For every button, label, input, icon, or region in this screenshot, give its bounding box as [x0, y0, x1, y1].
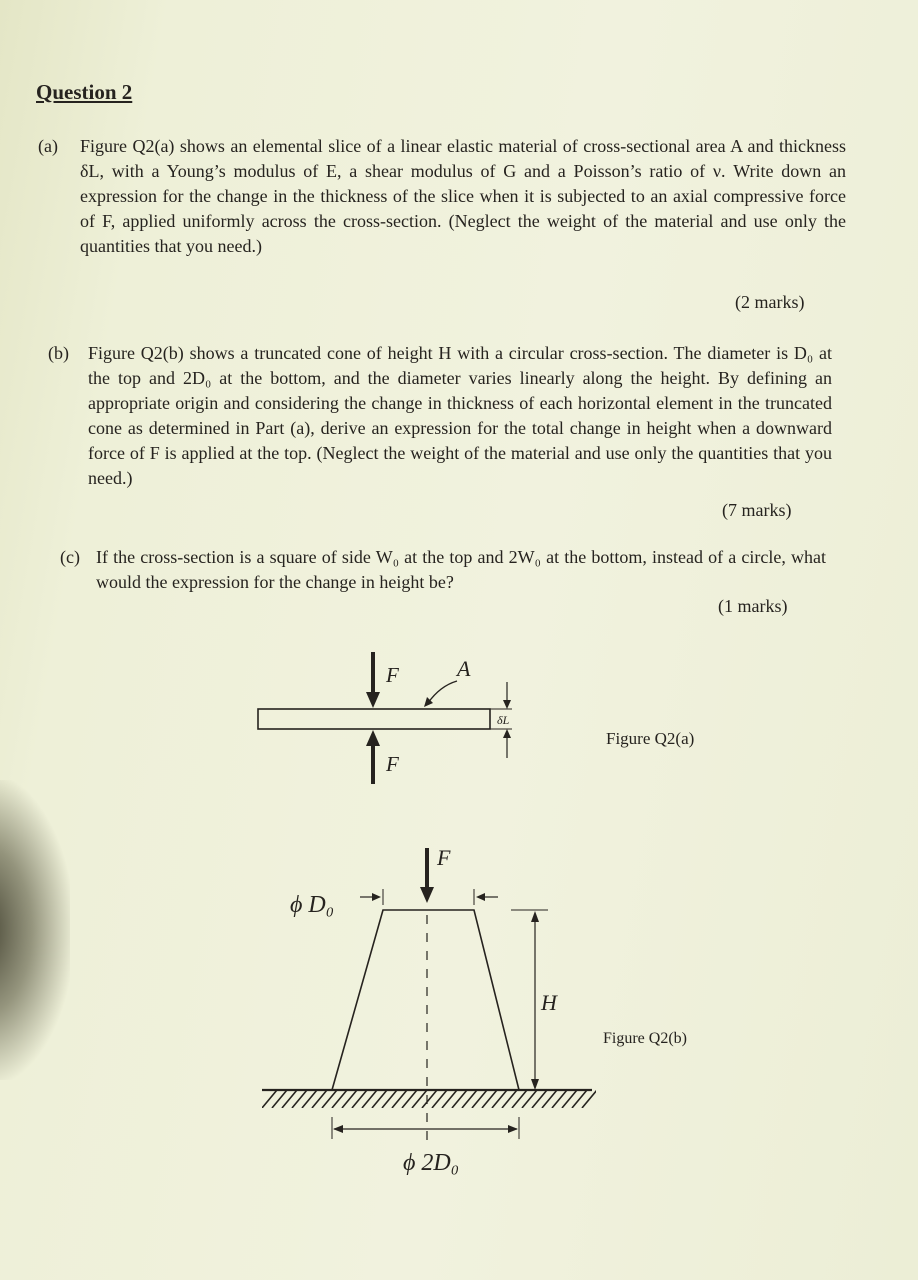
part-a-text: Figure Q2(a) shows an elemental slice of a linear elastic material of cross-sectional area A and thickness δL, with a Young’s modulus of E, a shear modulus of G and a Poisson’s ratio of ν. Write down an expression for the change in the thickness of the slice when it is subjected to an axial compressive force of F, applied uniformly across the cross-section. (Neglect the weight of the material and use only the quantities that you need.)	[80, 136, 846, 256]
figure-q2a-caption: Figure Q2(a)	[606, 729, 695, 748]
top-diameter-label: ϕ D₀	[290, 892, 335, 918]
bottom-diameter-label: ϕ 2D₀	[403, 1150, 460, 1176]
ground-hatching	[262, 1090, 597, 1108]
top-dia-arrowhead-left	[372, 893, 381, 901]
bottom-dia-arrowhead-right	[508, 1125, 518, 1133]
part-b-text: Figure Q2(b) shows a truncated cone of height H with a circular cross-section. The diameter is D₀ at the top and 2D₀ at the bottom, and the diameter varies linearly along the height. By defining an appropriate origin and considering the change in thickness of each horizontal element in the truncated cone as determined in Part (a), derive an expression for the total change in height when a downward force of F is applied at the top. (Neglect the weight of the material and use only the quantities that you need.)	[88, 343, 832, 488]
thickness-label: δL	[497, 713, 510, 727]
force-bottom-label: F	[386, 752, 399, 776]
part-c-marks: (1 marks)	[718, 596, 788, 616]
figure-q2b-caption: Figure Q2(b)	[603, 1030, 687, 1047]
bottom-dia-arrowhead-left	[333, 1125, 343, 1133]
force-label: F	[437, 845, 451, 870]
height-arrowhead-bottom	[531, 1079, 539, 1090]
part-b-marks: (7 marks)	[722, 500, 792, 520]
truncated-cone	[332, 910, 519, 1090]
part-c-text: If the cross-section is a square of side W₀ at the top and 2W₀ at the bottom, instead of a circle, what would the expression for the change in height be?	[96, 547, 826, 592]
question-heading: Question 2	[36, 80, 133, 104]
part-b-label: (b)	[48, 343, 69, 363]
top-dia-arrowhead-right	[476, 893, 485, 901]
height-label: H	[541, 990, 557, 1015]
height-arrowhead-top	[531, 911, 539, 922]
part-c-label: (c)	[60, 547, 80, 567]
force-arrowhead	[420, 887, 434, 903]
part-a-marks: (2 marks)	[735, 292, 805, 312]
part-a-label: (a)	[38, 136, 58, 156]
force-top-label: F	[386, 663, 399, 687]
area-label: A	[457, 656, 471, 681]
